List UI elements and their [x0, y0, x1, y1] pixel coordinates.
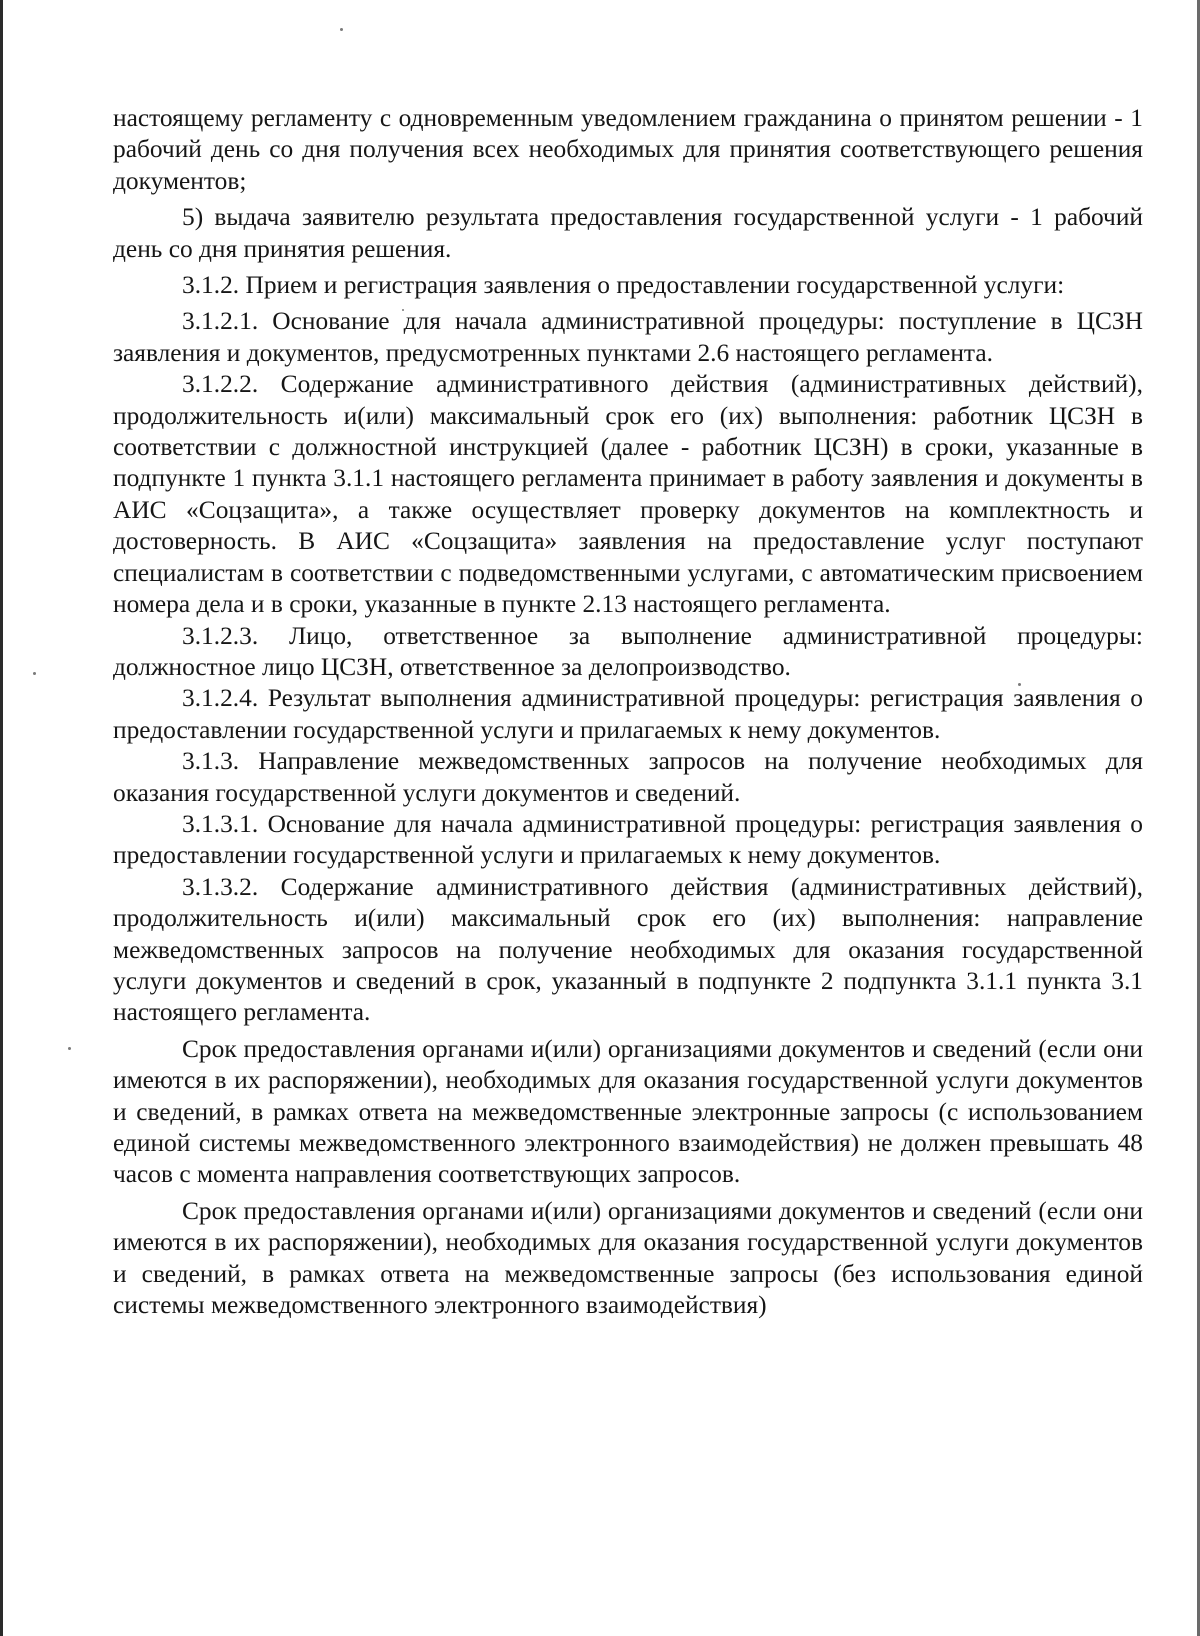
paragraph-3-1-2: 3.1.2. Прием и регистрация заявления о предоставлении государственной услуги: [182, 271, 1065, 300]
paragraph-3-1-2-2: 3.1.2.2. Содержание административного действия (административных действий), продолжительность и(или) максимальный срок его (их) выполнения: работник ЦСЗН в соответствии с должностной инструкцией (далее - работник ЦСЗН) в сроки, указанные в подпункте 1 пункта 3.1.1 настоящего регламента принимает в работу заявления и документы в АИС «Соцзащита», а также осуществляет проверку документов на комплектность и достоверность. В АИС «Соцзащита» заявления на предоставление услуг поступают специалистам в соответствии с подведомственными услугами, с автоматическим присвоением номера дела и в сроки, указанные в пункте 2.13 настоящего регламента. [113, 370, 1143, 619]
scan-edge-left [0, 0, 3, 1636]
scan-speck [33, 672, 36, 675]
paragraph-3-1-2-4: 3.1.2.4. Результат выполнения административной процедуры: регистрация заявления о предоставлении государственной услуги и прилагаемых к нему документов. [113, 684, 1143, 744]
paragraph-continuation: настоящему регламенту с одновременным уведомлением гражданина о принятом решении - 1 рабочий день со дня получения всех необходимых для принятия соответствующего решения документов; [113, 104, 1143, 195]
scan-speck [68, 1047, 71, 1050]
paragraph-3-1-3-2: 3.1.3.2. Содержание административного действия (административных действий), продолжительность и(или) максимальный срок его (их) выполнения: направление межведомственных запросов на получение необходимых для оказания государственной услуги документов и сведений в срок, указанный в подпункте 2 подпункта 3.1.1 пункта 3.1 настоящего регламента. [113, 872, 1143, 1027]
document-page-text [113, 103, 1143, 1321]
paragraph-non-electronic-deadline: Срок предоставления органами и(или) организациями документов и сведений (если они имеются в их распоряжении), необходимых для оказания государственной услуги документов и сведений, в рамках ответа на межведомственные запросы (без использования единой системы межведомственного электронного взаимодействия) [113, 1196, 1143, 1320]
paragraph-electronic-deadline: Срок предоставления органами и(или) организациями документов и сведений (если они имеются в их распоряжении), необходимых для оказания государственной услуги документов и сведений, в рамках ответа на межведомственные электронные запросы (с использованием единой системы межведомственного электронного взаимодействия) не должен превышать 48 часов с момента направления соответствующих запросов. [113, 1034, 1143, 1189]
paragraph-3-1-2-1: 3.1.2.1. Основание для начала административной процедуры: поступление в ЦСЗН заявления и документов, предусмотренных пунктами 2.6 настоящего регламента. [113, 307, 1143, 367]
paragraph-3-1-3: 3.1.3. Направление межведомственных запросов на получение необходимых для оказания государственной услуги документов и сведений. [113, 747, 1143, 807]
paragraph-3-1-2-3: 3.1.2.3. Лицо, ответственное за выполнение административной процедуры: должностное лицо ЦСЗН, ответственное за делопроизводство. [113, 621, 1143, 681]
paragraph-3-1-3-1: 3.1.3.1. Основание для начала административной процедуры: регистрация заявления о предоставлении государственной услуги и прилагаемых к нему документов. [113, 809, 1143, 870]
paragraph-item-5: 5) выдача заявителю результата предоставления государственной услуги - 1 рабочий день со дня принятия решения. [113, 203, 1143, 263]
scan-speck [340, 28, 343, 31]
